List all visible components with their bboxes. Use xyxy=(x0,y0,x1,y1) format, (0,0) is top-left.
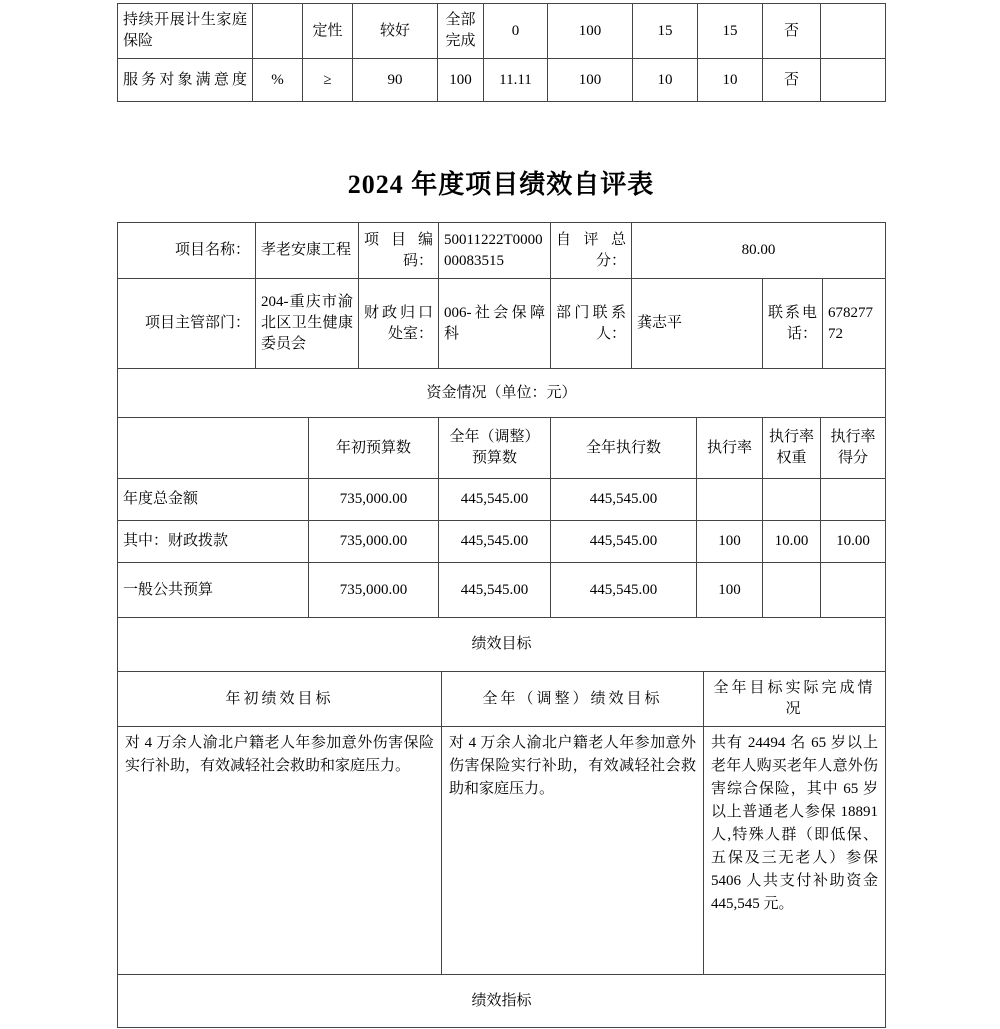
funds-header-initial-budget: 年初预算数 xyxy=(309,418,439,479)
funds-exec-rate: 100 xyxy=(697,563,763,618)
funds-exec-rate xyxy=(697,479,763,521)
funds-row-label: 一般公共预算 xyxy=(118,563,309,618)
indicator-type-cell: ≥ xyxy=(303,59,353,102)
funds-rate-weight xyxy=(763,479,821,521)
funds-adjusted-budget: 445,545.00 xyxy=(439,479,551,521)
table-row xyxy=(118,369,886,418)
office-label: 财政归口处室： xyxy=(359,279,439,369)
goals-adjusted-text: 对 4 万余人渝北户籍老人年参加意外伤害保险实行补助，有效减轻社会救助和家庭压力。 xyxy=(442,727,704,975)
funds-executed: 445,545.00 xyxy=(551,479,697,521)
goals-header-initial: 年初绩效目标 xyxy=(118,672,442,727)
table-row xyxy=(118,521,886,563)
goals-header-adjusted: 全年（调整）绩效目标 xyxy=(442,672,704,727)
self-score-label: 自评总分： xyxy=(551,223,632,279)
indicator-weight-cell: 10 xyxy=(633,59,698,102)
goals-table xyxy=(117,617,886,975)
funds-header-rate-score: 执行率得分 xyxy=(821,418,886,479)
funds-executed: 445,545.00 xyxy=(551,521,697,563)
project-name-label: 项目名称： xyxy=(118,223,256,279)
indicators-section-table xyxy=(117,974,886,1028)
indicator-value-cell: 11.11 xyxy=(484,59,548,102)
funds-header-executed: 全年执行数 xyxy=(551,418,697,479)
table-row xyxy=(118,618,886,672)
funds-header-empty xyxy=(118,418,309,479)
indicator-target-cell: 90 xyxy=(353,59,438,102)
funds-row-label: 其中：财政拨款 xyxy=(118,521,309,563)
indicator-name-cell: 服务对象满意度 xyxy=(118,59,253,102)
page-title: 2024 年度项目绩效自评表 xyxy=(347,170,655,199)
funds-initial-budget: 735,000.00 xyxy=(309,521,439,563)
indicator-actual-cell: 全部完成 xyxy=(438,4,484,59)
indicator-target-cell: 较好 xyxy=(353,4,438,59)
funds-row-label: 年度总金额 xyxy=(118,479,309,521)
self-evaluation-table xyxy=(117,222,885,1028)
funds-exec-rate: 100 xyxy=(697,521,763,563)
goals-header-actual: 全年目标实际完成情况 xyxy=(704,672,886,727)
contact-value: 龚志平 xyxy=(632,279,763,369)
funds-header-exec-rate: 执行率 xyxy=(697,418,763,479)
project-code-value: 50011222T000000083515 xyxy=(439,223,551,279)
goals-actual-text: 共有 24494 名 65 岁以上老年人购买老年人意外伤害综合保险，其中 65 岁以上普通老人参保 18891 人,特殊人群（即低保、五保及三无老人）参保 5406 人共支付补助资金 445,545 元。 xyxy=(704,727,886,975)
table-row xyxy=(118,4,886,59)
table-row xyxy=(118,279,886,369)
indicator-note-cell xyxy=(821,59,886,102)
indicator-flag-cell: 否 xyxy=(763,4,821,59)
indicator-value-cell: 0 xyxy=(484,4,548,59)
funds-initial-budget: 735,000.00 xyxy=(309,563,439,618)
indicator-unit-cell: % xyxy=(253,59,303,102)
phone-label: 联系电话： xyxy=(763,279,823,369)
table-row xyxy=(118,418,886,479)
indicator-score-cell: 15 xyxy=(698,4,763,59)
table-row xyxy=(118,975,886,1028)
dept-value: 204-重庆市渝北区卫生健康委员会 xyxy=(256,279,359,369)
indicator-note-cell xyxy=(821,4,886,59)
dept-label: 项目主管部门： xyxy=(118,279,256,369)
table-row xyxy=(118,59,886,102)
self-score-value: 80.00 xyxy=(632,223,886,279)
funds-rate-score: 10.00 xyxy=(821,521,886,563)
project-name-value: 孝老安康工程 xyxy=(256,223,359,279)
funds-rate-score xyxy=(821,479,886,521)
indicator-unit-cell xyxy=(253,4,303,59)
indicator-actual-cell: 100 xyxy=(438,59,484,102)
goals-section-title: 绩效目标 xyxy=(118,618,886,672)
indicator-type-cell: 定性 xyxy=(303,4,353,59)
project-code-label: 项目编码： xyxy=(359,223,439,279)
funds-adjusted-budget: 445,545.00 xyxy=(439,563,551,618)
indicator-table-partial xyxy=(117,3,886,102)
funds-rate-weight xyxy=(763,563,821,618)
phone-value: 67827772 xyxy=(823,279,886,369)
table-row xyxy=(118,672,886,727)
indicator-value-cell: 100 xyxy=(548,4,633,59)
funds-rate-weight: 10.00 xyxy=(763,521,821,563)
table-row xyxy=(118,223,886,279)
indicator-score-cell: 10 xyxy=(698,59,763,102)
funds-adjusted-budget: 445,545.00 xyxy=(439,521,551,563)
funds-executed: 445,545.00 xyxy=(551,563,697,618)
indicator-flag-cell: 否 xyxy=(763,59,821,102)
office-value: 006-社会保障科 xyxy=(439,279,551,369)
goals-initial-text: 对 4 万余人渝北户籍老人年参加意外伤害保险实行补助，有效减轻社会救助和家庭压力。 xyxy=(118,727,442,975)
table-row xyxy=(118,563,886,618)
funds-table xyxy=(117,368,886,618)
indicator-weight-cell: 15 xyxy=(633,4,698,59)
funds-initial-budget: 735,000.00 xyxy=(309,479,439,521)
indicator-value-cell: 100 xyxy=(548,59,633,102)
indicator-name-cell: 持续开展计生家庭保险 xyxy=(118,4,253,59)
table-row xyxy=(118,727,886,975)
project-info-table xyxy=(117,222,886,369)
contact-label: 部门联系人： xyxy=(551,279,632,369)
funds-header-adjusted-budget: 全年（调整）预算数 xyxy=(439,418,551,479)
funds-section-title: 资金情况（单位：元） xyxy=(118,369,886,418)
table-row xyxy=(118,479,886,521)
indicators-section-title: 绩效指标 xyxy=(118,975,886,1028)
funds-header-rate-weight: 执行率权重 xyxy=(763,418,821,479)
funds-rate-score xyxy=(821,563,886,618)
